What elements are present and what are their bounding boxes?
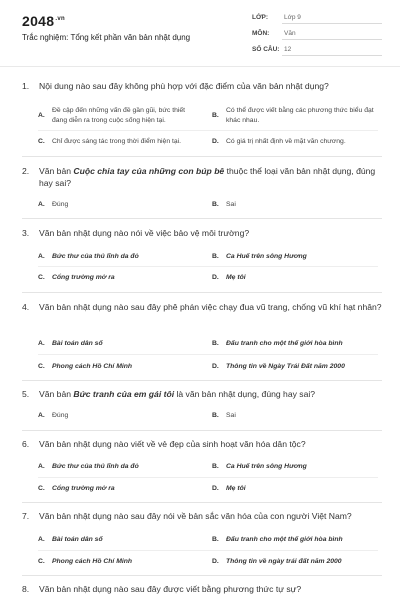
worksheet-title: Trắc nghiệm: Tổng kết phần văn bản nhật dụng — [22, 33, 191, 42]
question-text: Văn bản nhật dụng nào nói về việc bảo vệ môi trường? — [39, 228, 250, 238]
question-text: Nội dung nào sau đây không phù hợp với đặc điểm của văn bản nhật dụng? — [39, 81, 329, 91]
worksheet-header: $2048^{.vn}$ Trắc nghiệm: Tổng kết phần văn bản nhật dụng LỚP: Lớp 9 MÔN: Văn SỐ CÂU: 12 — [0, 0, 400, 67]
question-text: Văn bản Cuộc chia tay của những con búp bê thuộc thể loại văn bản nhật dụng, đúng hay sai? — [39, 166, 376, 188]
question-text: Văn bản nhật dụng nào sau đây phê phán việc chạy đua vũ trang, chống vũ khí hạt nhân? — [39, 302, 382, 312]
question-text: Văn bản nhật dụng nào sau đây được viết bằng phương thức tự sự? — [39, 584, 302, 594]
question-text: Văn bản nhật dụng nào sau đây nói về bản sắc văn hóa của con người Việt Nam? — [39, 511, 352, 521]
worksheet-page: $2048^{.vn}$ Trắc nghiệm: Tổng kết phần văn bản nhật dụng LỚP: Lớp 9 MÔN: Văn SỐ CÂU: 12 1. Nội dung nào sau đây không phù hợp với đặc điểm của văn bản nhật dụng? A. Đề cập đến những vấn đề gần gũi, bức thiết đang diễn ra trong cuộc sống hiện tại. B. Có thể được viết bằng các phương thức biểu đạt khác nhau. C. Chỉ được sáng tác trong thời điểm hiện tại. D. Có giá trị nhất định về mặt văn chương. 2. Văn bản Cuộc chia tay của những con búp bê thuộc thể loại văn bản nhật dụng, đúng hay sai? A. Đúng B. Sai 3. Văn bản nhật dụng nào nói về việc bảo vệ môi trường? A. Bức thư của thủ lĩnh da đỏ B. Ca Huế trên sông Hương C. Cổng trường mở ra D. Mẹ tôi 4. Văn bản nhật dụng nào sau đây phê phán việc chạy đua vũ trang, chống vũ khí hạt nhân? A. Bài toán dân số B. Đấu tranh cho một thế giới hòa bình C. Phong cách Hồ Chí Minh D. Thông tin về Ngày Trái Đất năm 2000 5. Văn bản Bức tranh của em gái tôi là văn bản nhật dụng, đúng hay sai? A. Đúng B. Sai 6. Văn bản nhật dụng nào viết về vẻ đẹp của sinh hoạt văn hóa dân tộc? A. Bức thư của thủ lĩnh da đỏ B. Ca Huế trên sông Hương C. Cổng trường mở ra D. Mẹ tôi 7. Văn bản nhật dụng nào sau đây nói về bản sắc văn hóa của con người Việt Nam? A. Bài toán dân số B. Đấu tranh cho một thế giới hòa bình C. Phong cách Hồ Chí Minh D. Thông tin về ngày trái đất năm 2000 8. Văn bản nhật dụng nào sau đây được viết bằng phương thức tự sự? — [0, 0, 400, 600]
question-text: Văn bản nhật dụng nào viết về vẻ đẹp của sinh hoạt văn hóa dân tộc? — [39, 439, 306, 449]
site-logo[interactable]: $2048^{.vn}$ — [22, 13, 65, 29]
question-text: Văn bản Bức tranh của em gái tôi là văn bản nhật dụng, đúng hay sai? — [39, 389, 316, 399]
